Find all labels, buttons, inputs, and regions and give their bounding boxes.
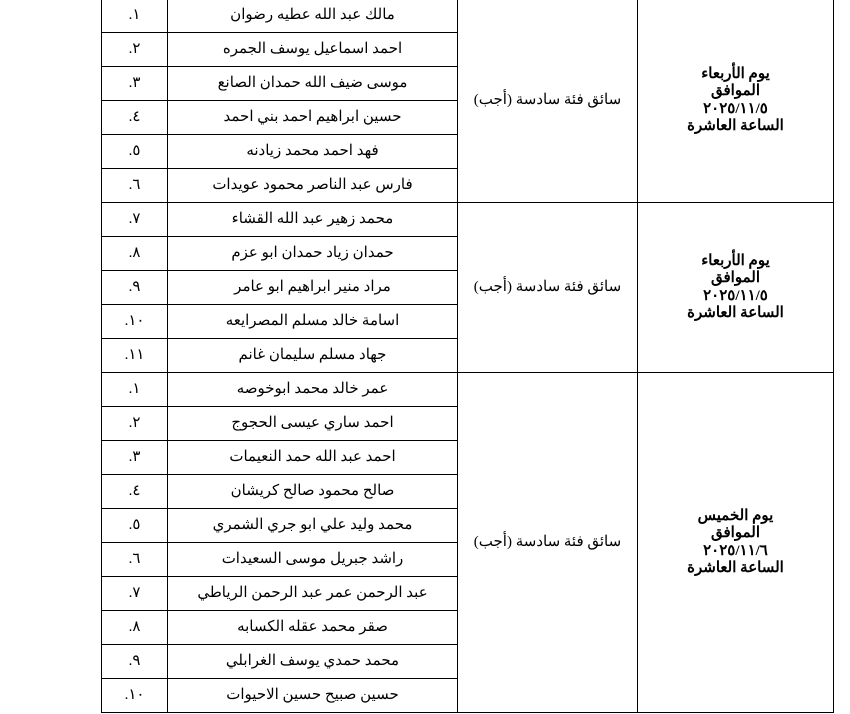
- num-cell: ٨.: [102, 611, 168, 645]
- num-cell: ١٠.: [102, 679, 168, 713]
- num-cell: ٩.: [102, 271, 168, 305]
- name-cell: محمد حمدي يوسف الغرابلي: [168, 645, 458, 679]
- name-cell: عمر خالد محمد ابوخوصه: [168, 373, 458, 407]
- name-cell: عبد الرحمن عمر عبد الرحمن الرياطي: [168, 577, 458, 611]
- name-cell: جهاد مسلم سليمان غانم: [168, 339, 458, 373]
- num-cell: ٤.: [102, 475, 168, 509]
- name-cell: صالح محمود صالح كريشان: [168, 475, 458, 509]
- day-cell-group-1: [638, 0, 834, 203]
- day-line: يوم الأربعاء: [701, 253, 770, 269]
- name-cell: حسين ابراهيم احمد بني احمد: [168, 101, 458, 135]
- name-cell: صقر محمد عقله الكسابه: [168, 611, 458, 645]
- schedule-table: [101, 0, 834, 713]
- job-cell-group-3: سائق فئة سادسة (أجب): [458, 373, 638, 713]
- day-line: ٢٠٢٥/١١/٥: [703, 100, 768, 117]
- day-line: ٢٠٢٥/١١/٦: [703, 542, 768, 559]
- num-cell: ٥.: [102, 135, 168, 169]
- name-cell: محمد وليد علي ابو جري الشمري: [168, 509, 458, 543]
- day-line: الساعة العاشرة: [687, 304, 784, 321]
- name-cell: حسين صبيح حسين الاحيوات: [168, 679, 458, 713]
- num-cell: ٣.: [102, 441, 168, 475]
- name-cell: موسى ضيف الله حمدان الصانع: [168, 67, 458, 101]
- name-cell: محمد زهير عبد الله القشاء: [168, 203, 458, 237]
- num-cell: ١١.: [102, 339, 168, 373]
- day-line: الموافق: [710, 83, 760, 100]
- num-cell: ٦.: [102, 169, 168, 203]
- day-line: الساعة العاشرة: [687, 117, 784, 134]
- table-row: [102, 373, 834, 407]
- name-cell: احمد عبد الله حمد النعيمات: [168, 441, 458, 475]
- name-cell: فارس عبد الناصر محمود عويدات: [168, 169, 458, 203]
- job-cell-group-1: سائق فئة سادسة (أجب): [458, 0, 638, 203]
- table-row: [102, 203, 834, 237]
- num-cell: ٢.: [102, 33, 168, 67]
- name-cell: راشد جبريل موسى السعيدات: [168, 543, 458, 577]
- name-cell: احمد ساري عيسى الحجوج: [168, 407, 458, 441]
- num-cell: ١٠.: [102, 305, 168, 339]
- name-cell: مراد منير ابراهيم ابو عامر: [168, 271, 458, 305]
- day-line: الموافق: [710, 270, 760, 287]
- num-cell: ٩.: [102, 645, 168, 679]
- day-cell-group-3: [638, 373, 834, 713]
- num-cell: ١.: [102, 0, 168, 33]
- num-cell: ٦.: [102, 543, 168, 577]
- job-cell-group-2: سائق فئة سادسة (أجب): [458, 203, 638, 373]
- day-line: ٢٠٢٥/١١/٥: [703, 287, 768, 304]
- day-cell-group-2: [638, 203, 834, 373]
- name-cell: احمد اسماعيل يوسف الجمره: [168, 33, 458, 67]
- num-cell: ٤.: [102, 101, 168, 135]
- num-cell: ٣.: [102, 67, 168, 101]
- table-row: [102, 0, 834, 33]
- num-cell: ٨.: [102, 237, 168, 271]
- name-cell: فهد احمد محمد زيادنه: [168, 135, 458, 169]
- num-cell: ٧.: [102, 577, 168, 611]
- name-cell: مالك عبد الله عطيه رضوان: [168, 0, 458, 33]
- num-cell: ٥.: [102, 509, 168, 543]
- name-cell: حمدان زياد حمدان ابو عزم: [168, 237, 458, 271]
- day-line: يوم الخميس: [697, 508, 774, 524]
- day-line: يوم الأربعاء: [701, 66, 770, 82]
- num-cell: ٧.: [102, 203, 168, 237]
- day-line: الموافق: [710, 525, 760, 542]
- num-cell: ٢.: [102, 407, 168, 441]
- num-cell: ١.: [102, 373, 168, 407]
- day-line: الساعة العاشرة: [687, 559, 784, 576]
- name-cell: اسامة خالد مسلم المصرايعه: [168, 305, 458, 339]
